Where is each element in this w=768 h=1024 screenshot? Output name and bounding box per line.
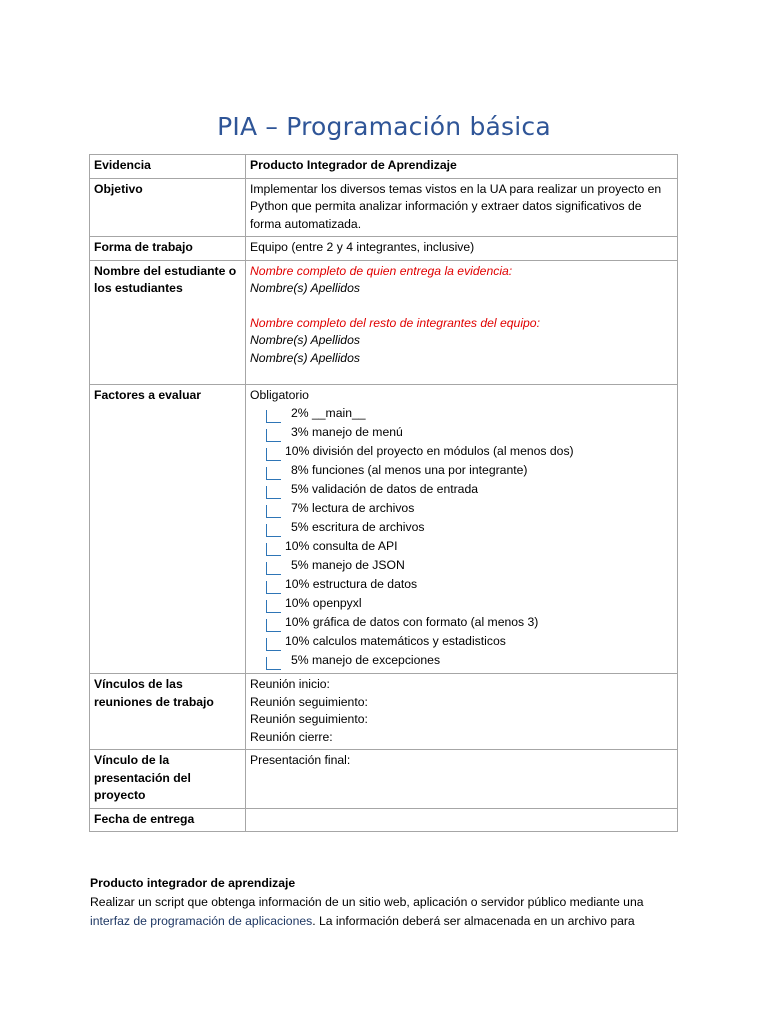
paragraph-text: Realizar un script que obtenga información de un sitio web, aplicación o servidor público mediante una — [90, 895, 644, 909]
section-paragraph — [90, 893, 690, 931]
checklist-label: 8% funciones (al menos una por integrante) — [291, 462, 528, 477]
row-label: Fecha de entrega — [90, 808, 246, 832]
meeting-line: Reunión inicio: — [250, 677, 330, 691]
checklist-label: 7% lectura de archivos — [291, 500, 415, 515]
checklist-item — [250, 461, 673, 480]
checklist-item — [250, 499, 673, 518]
meeting-line: Reunión seguimiento: — [250, 712, 368, 726]
field-hint: Nombre completo de quien entrega la evidencia: — [250, 263, 513, 278]
checkbox-icon[interactable] — [266, 467, 281, 480]
table-row — [90, 237, 678, 261]
checkbox-icon[interactable] — [266, 505, 281, 518]
checkbox-icon[interactable] — [266, 581, 281, 594]
pia-table — [89, 154, 678, 832]
checklist-label: 10% gráfica de datos con formato (al menos 3) — [285, 614, 539, 629]
checklist-label: 2% __main__ — [291, 405, 366, 420]
checklist-label: 5% validación de datos de entrada — [291, 481, 479, 496]
row-value: Producto Integrador de Aprendizaje — [246, 155, 678, 179]
checklist-label: 10% consulta de API — [285, 538, 398, 553]
row-label: Evidencia — [90, 155, 246, 179]
row-label: Vínculos de las reuniones de trabajo — [90, 674, 246, 750]
row-value — [246, 674, 678, 750]
table-row — [90, 260, 678, 384]
checklist-item — [250, 594, 673, 613]
checkbox-icon[interactable] — [266, 562, 281, 575]
checklist-item — [250, 575, 673, 594]
checklist-label: 3% manejo de menú — [291, 424, 403, 439]
checkbox-icon[interactable] — [266, 486, 281, 499]
row-label: Forma de trabajo — [90, 237, 246, 261]
factors-heading: Obligatorio — [250, 387, 309, 402]
checkbox-icon[interactable] — [266, 638, 281, 651]
checklist-label: 5% manejo de excepciones — [291, 652, 441, 667]
table-row — [90, 384, 678, 674]
row-value — [246, 384, 678, 674]
section-heading: Producto integrador de aprendizaje — [90, 876, 296, 890]
checkbox-icon[interactable] — [266, 657, 281, 670]
checkbox-icon[interactable] — [266, 543, 281, 556]
checkbox-icon[interactable] — [266, 619, 281, 632]
checklist-label: 10% división del proyecto en módulos (al menos dos) — [285, 443, 574, 458]
checklist-label: 10% calculos matemáticos y estadisticos — [285, 633, 506, 648]
table-row — [90, 674, 678, 750]
row-value: Implementar los diversos temas vistos en la UA para realizar un proyecto en Python que permita analizar información y extraer datos significativos de forma automatizada. — [246, 178, 678, 237]
checkbox-icon[interactable] — [266, 600, 281, 613]
checklist-label: 10% estructura de datos — [285, 576, 418, 591]
factor-list — [250, 404, 673, 670]
table-row — [90, 750, 678, 809]
checklist-item — [250, 651, 673, 670]
name-placeholder: Nombre(s) Apellidos — [250, 281, 360, 295]
checkbox-icon[interactable] — [266, 429, 281, 442]
checkbox-icon[interactable] — [266, 410, 281, 423]
row-label: Factores a evaluar — [90, 384, 246, 674]
table-row — [90, 178, 678, 237]
checkbox-icon[interactable] — [266, 524, 281, 537]
page-title: PIA – Programación básica — [217, 112, 551, 141]
checklist-item — [250, 442, 673, 461]
name-placeholder: Nombre(s) Apellidos — [250, 350, 360, 365]
checklist-item — [250, 556, 673, 575]
meeting-line: Reunión cierre: — [250, 729, 333, 744]
checklist-label: 5% escritura de archivos — [291, 519, 425, 534]
row-label: Nombre del estudiante o los estudiantes — [90, 260, 246, 384]
checklist-item — [250, 480, 673, 499]
row-value: Equipo (entre 2 y 4 integrantes, inclusive) — [246, 237, 678, 261]
row-label: Objetivo — [90, 178, 246, 237]
row-value — [246, 808, 678, 832]
checkbox-icon[interactable] — [266, 448, 281, 461]
checklist-item — [250, 632, 673, 651]
paragraph-text: . La información deberá ser almacenada en un archivo para — [312, 914, 635, 928]
section-text — [90, 874, 690, 931]
field-hint: Nombre completo del resto de integrantes del equipo: — [250, 315, 540, 330]
checklist-item — [250, 537, 673, 556]
checklist-item — [250, 423, 673, 442]
checklist-label: 5% manejo de JSON — [291, 557, 405, 572]
meeting-line: Reunión seguimiento: — [250, 694, 368, 709]
checklist-item — [250, 613, 673, 632]
table-row — [90, 808, 678, 832]
table-row — [90, 155, 678, 179]
name-placeholder: Nombre(s) Apellidos — [250, 333, 360, 347]
checklist-item — [250, 518, 673, 537]
row-label: Vínculo de la presentación del proyecto — [90, 750, 246, 809]
checklist-label: 10% openpyxl — [285, 595, 362, 610]
checklist-item — [250, 404, 673, 423]
row-value: Presentación final: — [246, 750, 678, 809]
row-value — [246, 260, 678, 384]
api-link[interactable]: interfaz de programación de aplicaciones — [90, 914, 313, 928]
